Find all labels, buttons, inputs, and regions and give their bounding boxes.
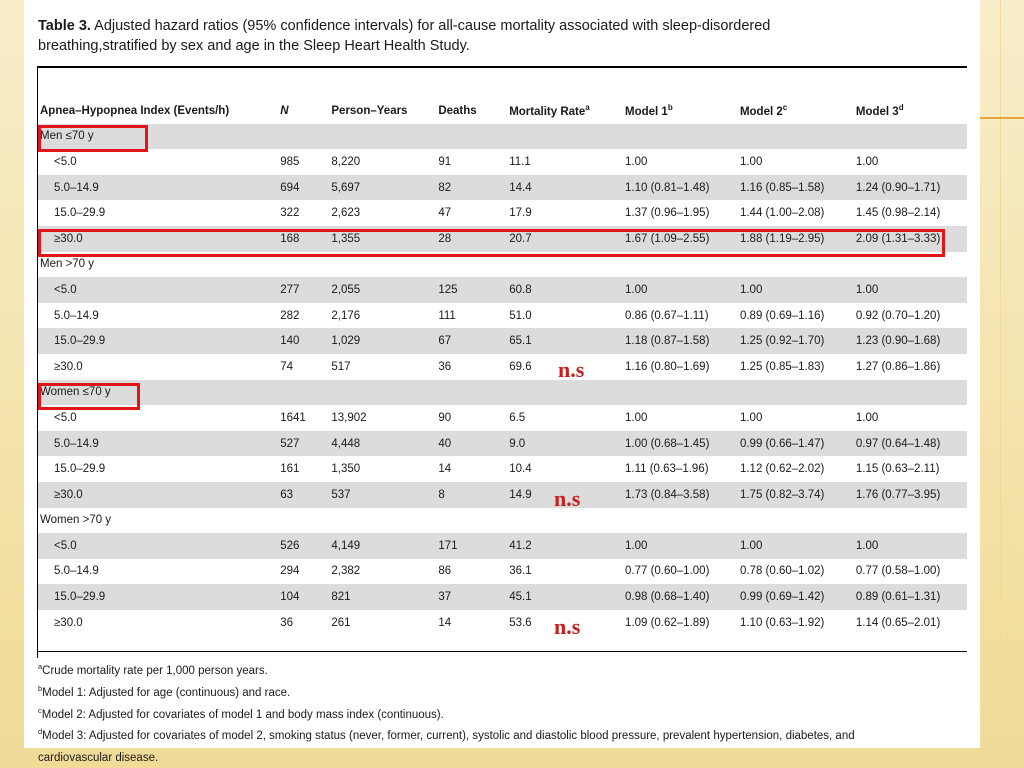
table-cell: 14 [438,463,452,476]
table-cell: 8,220 [331,155,361,168]
table-cell: 1.14 (0.65–2.01) [855,616,941,629]
table-cell: 1.88 (1.19–2.95) [740,226,856,252]
table-cell: 0.77 (0.60–1.00) [625,565,710,578]
footnote-text: cardiovascular disease. [38,752,159,765]
table-cell: 4,149 [331,533,438,559]
table-cell: 2.09 (1.31–3.33) [856,226,967,252]
table-cell: ≥30.0 [38,482,280,508]
table-cell: 1.00 [625,533,740,559]
table-cell: 1.00 [856,533,967,559]
footnote-marker: d [38,727,43,737]
table-cell: 694 [280,175,331,201]
table-cell: 74 [280,360,294,373]
table-cell: 2,382 [331,565,361,578]
table-cell: 2,623 [331,207,361,220]
table-cell: 11.1 [509,155,531,168]
table-footnotes [38,658,855,767]
table-row [38,200,967,226]
footnote [38,680,855,702]
table-cell: 36.1 [509,565,532,578]
table-row [38,354,967,380]
table-cell: 171 [438,533,509,559]
group-row [38,508,967,534]
table-row [38,610,967,636]
table-cell: 0.99 (0.69–1.42) [740,584,856,610]
footnote [38,723,855,745]
table-top-rule [38,66,967,68]
table-cell: ≥30.0 [54,616,83,629]
table-cell: 1.75 (0.82–3.74) [740,482,856,508]
table-bottom-rule [38,651,967,652]
table-cell: 63 [280,482,331,508]
table-cell: 1.10 (0.63–1.92) [739,616,825,629]
table-cell: 1641 [280,411,306,424]
table-caption [38,16,938,56]
table-cell: 15.0–29.9 [38,328,280,354]
group-label: Women >70 y [40,514,112,527]
highlight-men-le70 [38,125,148,152]
table-cell: 277 [280,277,331,303]
table-cell: 261 [331,616,351,629]
table-row [38,482,967,508]
footnote-text: Model 2: Adjusted for covariates of model 1 and body mass index (continuous). [41,708,444,721]
highlight-women-le70 [38,383,140,410]
table-cell: 1.00 [739,155,763,168]
table-cell: <5.0 [54,155,77,168]
header-model-1: Model 1$^b$ [625,103,673,119]
table-cell: 47 [438,207,452,220]
table-cell: ≥30.0 [38,226,280,252]
table-cell: 282 [280,309,300,322]
table-cell: 0.92 (0.70–1.20) [855,309,941,322]
table-cell: 9.0 [509,431,625,457]
table-cell: <5.0 [38,533,280,559]
table-caption-label: Table 3. [38,18,91,34]
table-cell: 69.6 [509,360,532,373]
table-cell: 294 [280,565,300,578]
table-cell: 1.73 (0.84–3.58) [625,482,740,508]
table-header-row [38,98,967,124]
table-cell: 36 [280,616,294,629]
table-cell: 1.12 (0.62–2.02) [739,463,825,476]
table-cell: 0.98 (0.68–1.40) [625,584,740,610]
table-row [38,328,967,354]
table-cell: 537 [331,482,438,508]
table-cell: 1.00 [739,411,763,424]
table-cell: 5.0–14.9 [54,565,99,578]
table-cell: 1,029 [331,328,438,354]
table-cell: 86 [438,565,452,578]
header-person-years: Person–Years [331,104,408,117]
header-mortality-rate: Mortality Rate$^a$ [509,103,590,119]
table-cell: 5.0–14.9 [54,309,99,322]
ns-annotation-women-le70: n.s [554,486,581,511]
table-cell: 4,448 [331,431,438,457]
table-cell: 36 [438,360,452,373]
table-cell: 14 [438,616,452,629]
table-cell: 0.78 (0.60–1.02) [739,565,825,578]
table-cell: 1.00 (0.68–1.45) [625,431,740,457]
table-cell: <5.0 [38,277,280,303]
footnote-marker: c [38,705,42,715]
table-cell: 0.77 (0.58–1.00) [855,565,941,578]
slide-decoration-vertical [1000,0,1001,768]
table-caption-text-2: breathing,stratified by sex and age in the Sleep Heart Health Study. [38,38,470,54]
table-cell: 161 [280,463,300,476]
table-cell: 6.5 [509,411,526,424]
table-cell: 1.10 (0.81–1.48) [625,175,740,201]
table-cell: 0.97 (0.64–1.48) [856,431,967,457]
table-cell: 14.4 [509,175,625,201]
table-cell: 15.0–29.9 [38,584,280,610]
table-cell: 1.15 (0.63–2.11) [855,463,940,476]
table-cell: 1.00 [625,411,648,424]
table-cell: 60.8 [509,277,625,303]
group-row [38,124,967,150]
table-cell: 1.67 (1.09–2.55) [625,226,740,252]
table-cell: 1.25 (0.85–1.83) [739,360,825,373]
table-cell: 20.7 [509,226,625,252]
table-cell: 1.44 (1.00–2.08) [739,207,825,220]
slide-decoration-line [980,117,1024,119]
table-cell: 17.9 [509,207,532,220]
table-row [38,149,967,175]
table-cell: 5,697 [331,175,438,201]
table-cell: <5.0 [54,411,77,424]
table-cell: 10.4 [509,463,532,476]
table-caption-text: Adjusted hazard ratios (95% confidence intervals) for all-cause mortality associated with sleep-disordered [94,18,771,34]
footnote [38,702,855,724]
table-cell: 37 [438,584,509,610]
table-cell: 1.00 [856,277,967,303]
table-cell: 140 [280,328,331,354]
table-cell: ≥30.0 [54,360,83,373]
table-row [38,559,967,585]
table-row [38,456,967,482]
table-cell: 1,355 [331,226,438,252]
table-cell: 517 [331,360,351,373]
table-cell: 821 [331,584,438,610]
header-model-2: Model 2$^c$ [739,103,788,119]
table-row [38,303,967,329]
table-cell: 111 [438,309,456,322]
footnote-marker: b [38,683,43,693]
table-cell: 1.00 [855,411,879,424]
table-cell: 5.0–14.9 [38,431,280,457]
table-cell: 1.23 (0.90–1.68) [856,328,967,354]
table-cell: 527 [280,431,331,457]
table-image-panel [24,0,980,765]
table-cell: 67 [438,328,509,354]
table-cell: 41.2 [509,533,625,559]
ns-annotation-women-gt70: n.s [554,614,581,639]
table-cell: 168 [280,226,331,252]
group-label: Women ≤70 y [38,380,967,406]
footnote-marker: a [38,662,43,671]
table-row [38,584,967,610]
header-n: N [280,104,289,117]
header-ahi: Apnea–Hypopnea Index (Events/h) [40,104,230,117]
header-deaths: Deaths [438,104,477,117]
table-cell: 322 [280,207,300,220]
table-cell: 53.6 [509,616,532,629]
table-cell: 1.00 [855,155,879,168]
table-cell: 1.00 [740,277,856,303]
table-cell: 8 [438,482,509,508]
group-row [38,380,967,406]
table-cell: 0.86 (0.67–1.11) [625,309,709,322]
header-model-3: Model 3$^d$ [855,103,904,119]
table-cell: 1.00 [740,533,856,559]
table-cell: 1.76 (0.77–3.95) [856,482,967,508]
table-cell: 985 [280,155,300,168]
footnote-text: Model 3: Adjusted for covariates of model 2, smoking status (never, former, current), systolic and diastolic blood pressure, prevalent hypertension, diabetes, and [42,730,855,743]
table-cell: 91 [438,155,452,168]
table-cell: 1.00 [625,277,740,303]
table-cell: 14.9 [509,482,625,508]
table-cell: 2,176 [331,309,361,322]
table-cell: 1,350 [331,463,361,476]
table-cell: 1.16 (0.80–1.69) [625,360,710,373]
table-cell: 1.09 (0.62–1.89) [625,616,710,629]
table-cell: 125 [438,277,509,303]
table-cell: 90 [438,411,452,424]
table-cell: 13,902 [331,411,367,424]
table-cell: 1.37 (0.96–1.95) [625,207,710,220]
table-cell: 1.18 (0.87–1.58) [625,328,740,354]
table-cell: 0.89 (0.69–1.16) [739,309,825,322]
table-cell: 526 [280,533,331,559]
table-cell: 45.1 [509,584,625,610]
table-cell: 28 [438,226,509,252]
table-cell: 15.0–29.9 [54,207,106,220]
table-cell: 1.24 (0.90–1.71) [856,175,967,201]
table-row [38,277,967,303]
group-label: Men ≤70 y [38,124,967,150]
footnote-text: Crude mortality rate per 1,000 person years. [42,664,268,677]
table-cell: 82 [438,175,509,201]
table-cell: 1.27 (0.86–1.86) [855,360,941,373]
highlight-men-le70-severe-row [38,229,945,257]
footnote [38,745,855,767]
table-cell: 0.99 (0.66–1.47) [740,431,856,457]
footnote-text: Model 1: Adjusted for age (continuous) and race. [42,686,291,699]
table-cell: 0.89 (0.61–1.31) [856,584,967,610]
table-cell: 1.16 (0.85–1.58) [740,175,856,201]
table-cell: 40 [438,431,509,457]
table-cell: 1.11 (0.63–1.96) [625,463,709,476]
table-cell: 1.45 (0.98–2.14) [855,207,941,220]
table-cell: 104 [280,584,331,610]
table-row [38,431,967,457]
footnote [38,658,855,680]
table-cell: 1.25 (0.92–1.70) [740,328,856,354]
ns-annotation-men-gt70: n.s [558,357,585,382]
table-cell: 5.0–14.9 [38,175,280,201]
group-label: Men >70 y [40,258,95,271]
table-row [38,405,967,431]
table-cell: 15.0–29.9 [54,463,106,476]
table-row [38,533,967,559]
table-cell: 2,055 [331,277,438,303]
table-cell: 51.0 [509,309,532,322]
table-cell: 65.1 [509,328,625,354]
table-cell: 1.00 [625,155,648,168]
table-row [38,175,967,201]
hazard-ratio-table [38,98,967,635]
